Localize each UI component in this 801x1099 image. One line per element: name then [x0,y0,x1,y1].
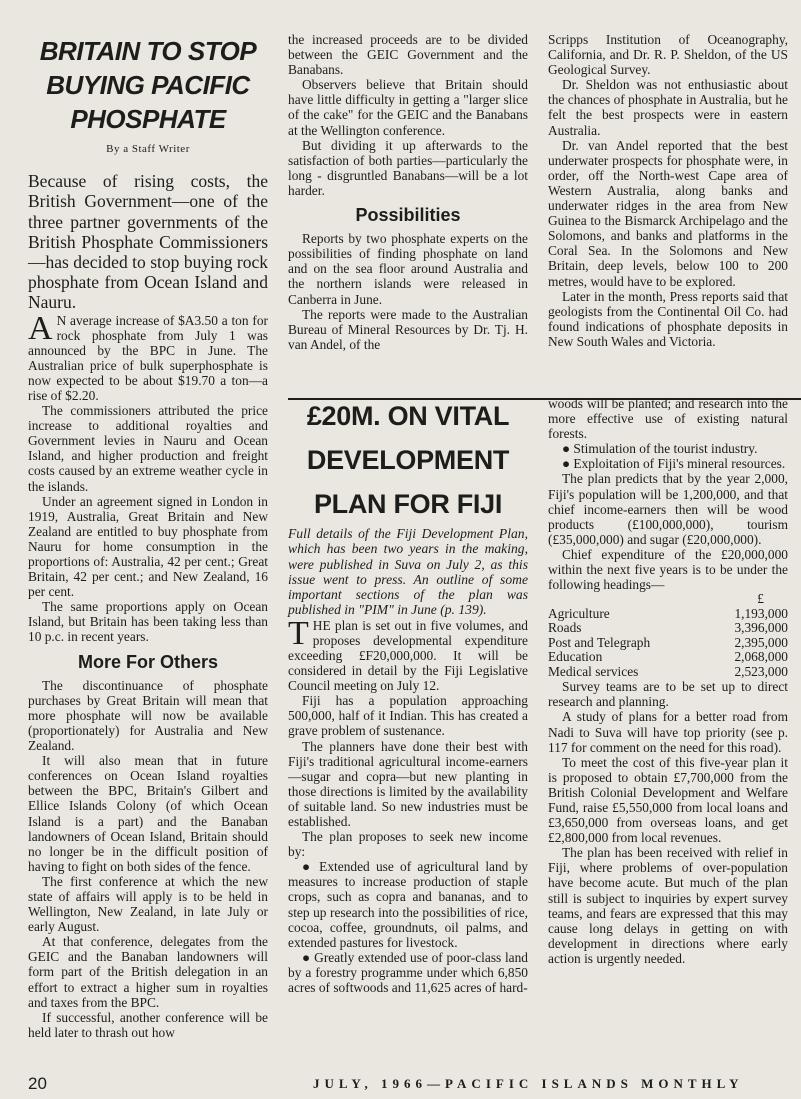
article-phosphate-column-3 [548,32,788,349]
paragraph: Later in the month, Press reports said that geologists from the Continental Oil Co. had found indications of phosphate deposits in New South Wales and Victoria. [548,288,788,349]
paragraph: woods will be planted; and research into the more effective use of existing natural forests. [548,396,788,442]
paragraph: ● Extended use of agricultural land by measures to increase production of staple crops, such as copra and bananas, and to step up research into the possibilities of rice, cocoa, coffee, groundnuts, oil palms, and extended pastures for livestock. [288,859,528,950]
expenditure-amount: 2,068,000 [734,649,788,665]
page-number: 20 [28,1074,47,1093]
currency-header: £ [757,591,764,607]
paragraph: Dr. van Andel reported that the best underwater prospects for phosphate were, in order, off the North-west Cape area of Western Australia, along banks and underwater ridges in the area from New Guinea to the Bismarck Archipelago and the Solomons, and banks and platforms in the Coral Sea. In the Solomons and New Britain, deep levels, below 100 to 200 metres, would have to be explored. [548,137,788,289]
paragraph: The plan has been received with relief in Fiji, where problems of over-population have become acute. But much of the plan still is subject to inquiries by expert survey teams, and fears are expressed that this may cause long delays in getting on with development in directions where early action is urgently needed. [548,845,788,966]
paragraph: Under an agreement signed in London in 1919, Australia, Great Britain and New Zealand are entitled to buy phosphate from Nauru for home consumption in the proportions of: Australia, 42 per cent.; Great Britain, 42 per cent.; and New Zealand, 16 per cent. [28,493,268,600]
article-phosphate-column-1 [28,34,268,1040]
drop-cap: A [28,309,53,347]
table-row [548,650,788,665]
expenditure-item: Post and Telegraph [548,634,651,650]
headline-line: DEVELOPMENT [306,445,510,475]
paragraph: The commissioners attributed the price increase to additional royalties and Government levies in Nauru and Ocean Island, and higher production and freight costs caused by an extreme weather cycle in the islands. [28,403,268,494]
table-row [548,621,788,636]
paragraph: The plan predicts that by the year 2,000, Fiji's population will be 1,200,000, and that chief income-earners then will be wood products (£100,000,000), tourism (£35,000,000) and sugar (£20,000,000). [548,471,788,547]
paragraph: A study of plans for a better road from Nadi to Suva will have top priority (see p. 117 for comment on the need for this road). [548,709,788,755]
paragraph: the increased proceeds are to be divided between the GEIC Government and the Banabans. [288,32,528,78]
first-paragraph [28,309,268,404]
paragraph: The plan proposes to seek new income by: [288,829,528,860]
expenditure-amount: 2,523,000 [734,663,788,679]
first-paragraph-text: HE plan is set out in five volumes, and proposes developmental expenditure exceeding £F20,000,000. It will be considered in detail by the Fiji Legislative Council meeting on July 12. [288,617,528,694]
paragraph: To meet the cost of this five-year plan it is proposed to obtain £7,700,000 from the British Colonial Development and Welfare Fund, raise £5,550,000 from local loans and £3,650,000 from overseas loans, and get £2,800,000 from local revenues. [548,754,788,846]
article-fiji-column-2 [288,394,528,995]
table-row [548,665,788,680]
expenditure-amount: 2,395,000 [734,634,788,650]
paragraph: At that conference, delegates from the GEIC and the Banaban landowners will form part of the British delegation in an effort to extract a higher sum in royalties and taxes from the BPC. [28,934,268,1010]
first-paragraph [288,614,528,694]
paragraph: But dividing it up afterwards to the satisfaction of both parties—particularly the long - disgruntled Banabans—will be a lot harder. [288,137,528,198]
headline-line: BUYING PACIFIC [46,70,250,100]
headline-line: BRITAIN TO STOP [39,36,257,66]
table-row [548,636,788,651]
paragraph: Chief expenditure of the £20,000,000 within the next five years is to be under the following headings— [548,546,788,593]
headline-phosphate [28,34,268,136]
paragraph: Observers believe that Britain should have little difficulty in getting a "larger slice of the cake" for the GEIC and the Banabans at the Wellington conference. [288,77,528,138]
expenditure-table [548,592,788,679]
intro-paragraph: Because of rising costs, the British Government—one of the three partner governments of the British Phosphate Commissioners—has decided to stop buying rock phosphate from Ocean Island and Nauru. [28,171,268,313]
article-phosphate-column-2 [288,32,528,352]
expenditure-item: Roads [548,620,582,636]
headline-line: PLAN FOR FIJI [313,489,503,519]
expenditure-item: Medical services [548,663,639,679]
article-fiji-column-3 [548,396,788,966]
standfirst: Full details of the Fiji Development Plan, which has been two years in the making, were published in Suva on July 2, as this issue went to press. An outline of some important sections of the plan was published in "PIM" in June (p. 139). [288,526,528,618]
paragraph: ● Stimulation of the tourist industry. [562,441,758,457]
paragraph: Survey teams are to be set up to direct research and planning. [548,679,788,710]
expenditure-item: Agriculture [548,605,610,621]
paragraph: Scripps Institution of Oceanography, California, and Dr. R. P. Sheldon, of the US Geological Survey. [548,32,788,78]
paragraph: Dr. Sheldon was not enthusiastic about the chances of phosphate in Australia, but he felt the best prospects were in eastern Australia. [548,77,788,138]
first-paragraph-text: N average increase of $A3.50 a ton for rock phosphate from July 1 was announced by the BPC in June. The Australian price of bulk superphosphate is now expected to be about $19.70 a ton—a rise of $2.20. [28,312,268,403]
expenditure-item: Education [548,649,603,665]
subheading-possibilities: Possibilities [355,205,461,226]
subheading-more-for-others: More For Others [77,651,219,672]
paragraph: The discontinuance of phosphate purchases by Great Britain will mean that more phosphate will now be available (proportionately) for Australia and New Zealand. [28,677,268,754]
paragraph: It will also mean that in future conferences on Ocean Island royalties between the BPC, Britain's Gilbert and Ellice Islands Colony (of which Ocean Island is a part) and the Banaban landowners of Ocean Island, Britain should no longer be in the difficult position of having to fight on both sides of the fence. [28,753,268,874]
headline-fiji [288,394,528,526]
expenditure-amount: 3,396,000 [734,620,788,636]
paragraph: ● Greatly extended use of poor-class land by a forestry programme under which 6,850 acres of softwoods and 11,625 acres of hard- [288,949,528,996]
headline-line: PHOSPHATE [70,104,226,134]
drop-cap: T [288,614,309,652]
paragraph: The first conference at which the new state of affairs will apply is to be held in Wellington, New Zealand, in late July or early August. [28,873,268,935]
table-row [548,607,788,622]
page-footer [28,1074,801,1094]
paragraph: Reports by two phosphate experts on the possibilities of finding phosphate on land and on the sea floor around Australia and the northern islands were released in Canberra in June. [288,231,528,307]
headline-line: £20M. ON VITAL [306,401,510,431]
paragraph: The planners have done their best with Fiji's traditional agricultural income-earners—sugar and copra—but new planting in those directions is limited by the availability of suitable land. So new industries must be established. [288,738,528,829]
expenditure-amount: 1,193,000 [734,605,788,621]
running-title: JULY, 1966—PACIFIC ISLANDS MONTHLY [313,1076,744,1091]
byline: By a Staff Writer [106,143,190,155]
paragraph: The reports were made to the Australian Bureau of Mineral Resources by Dr. Tj. H. van Andel, of the [288,306,528,352]
paragraph: The same proportions apply on Ocean Island, but Britain has been taking less than 10 p.c. in recent years. [28,599,268,645]
paragraph: If successful, another conference will be held later to thrash out how [28,1009,268,1040]
paragraph: ● Exploitation of Fiji's mineral resources. [562,456,786,472]
paragraph: Fiji has a population approaching 500,000, half of it Indian. This has created a grave problem of sustenance. [288,693,528,739]
